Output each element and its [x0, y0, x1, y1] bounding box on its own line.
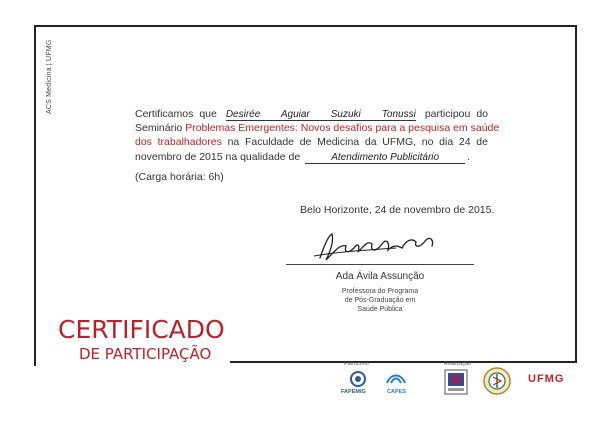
- body-line-4: [135, 150, 488, 164]
- signature-icon: [306, 226, 446, 266]
- ufmg-logo: UFMG: [528, 373, 565, 385]
- fapemig-logo-icon: [346, 370, 370, 388]
- body-line-3: [135, 135, 488, 149]
- participant-name: Desirée Aguiar Suzuki Tonussi: [225, 109, 416, 120]
- seminar-title-part2: dos trabalhadores: [135, 136, 222, 149]
- certificate-body: [135, 107, 500, 164]
- certificate-subtitle: DE PARTICIPAÇÃO: [79, 345, 212, 363]
- body-text-quality: novembro de 2015 na qualidade de: [135, 150, 301, 163]
- signer-role-line: Professora do Programa: [341, 288, 419, 295]
- body-text-location: na Faculdade de Medicina da UFMG, no dia 24 de: [227, 136, 488, 149]
- place-date: Belo Horizonte, 24 de novembro de 2015.: [300, 204, 495, 216]
- signer-role-line: Saúde Pública: [357, 306, 403, 314]
- medicine-emblem-icon: [482, 366, 512, 396]
- body-text-seminar: Seminário: [135, 122, 183, 135]
- signer-role-line: de Pós-Graduação em: [344, 297, 416, 305]
- participant-role: Atendimento Publicitário: [305, 152, 465, 164]
- frame-bottom-left: [34, 336, 36, 366]
- body-text-certify: Certificamos que: [135, 108, 217, 120]
- body-line-1: [135, 107, 488, 121]
- signer-role: [286, 287, 474, 315]
- workload: (Carga horária: 6h): [135, 171, 224, 183]
- realization-label: Realização: [444, 361, 472, 367]
- signer-name: Ada Ávila Assunção: [335, 271, 425, 282]
- fapemig-logo-text: FAPEMIG: [341, 389, 366, 395]
- seminar-title-part1: Problemas Emergentes: Novos desafios para a pesquisa em saúde: [185, 122, 500, 135]
- body-text-period: .: [467, 150, 471, 163]
- capes-logo-icon: [385, 371, 407, 387]
- frame-bottom-right: [230, 361, 577, 363]
- certificate-title: CERTIFICADO: [58, 315, 225, 344]
- capes-logo-text: CAPES: [387, 389, 406, 395]
- signature-line: [286, 264, 474, 265]
- side-label: ACS Medicina | UFMG: [46, 39, 53, 114]
- sponsor-label: Patrocínio: [344, 361, 369, 367]
- faculty-seal-icon: [444, 369, 468, 395]
- body-line-2: [135, 121, 500, 135]
- body-text-participated: participou do: [424, 108, 488, 120]
